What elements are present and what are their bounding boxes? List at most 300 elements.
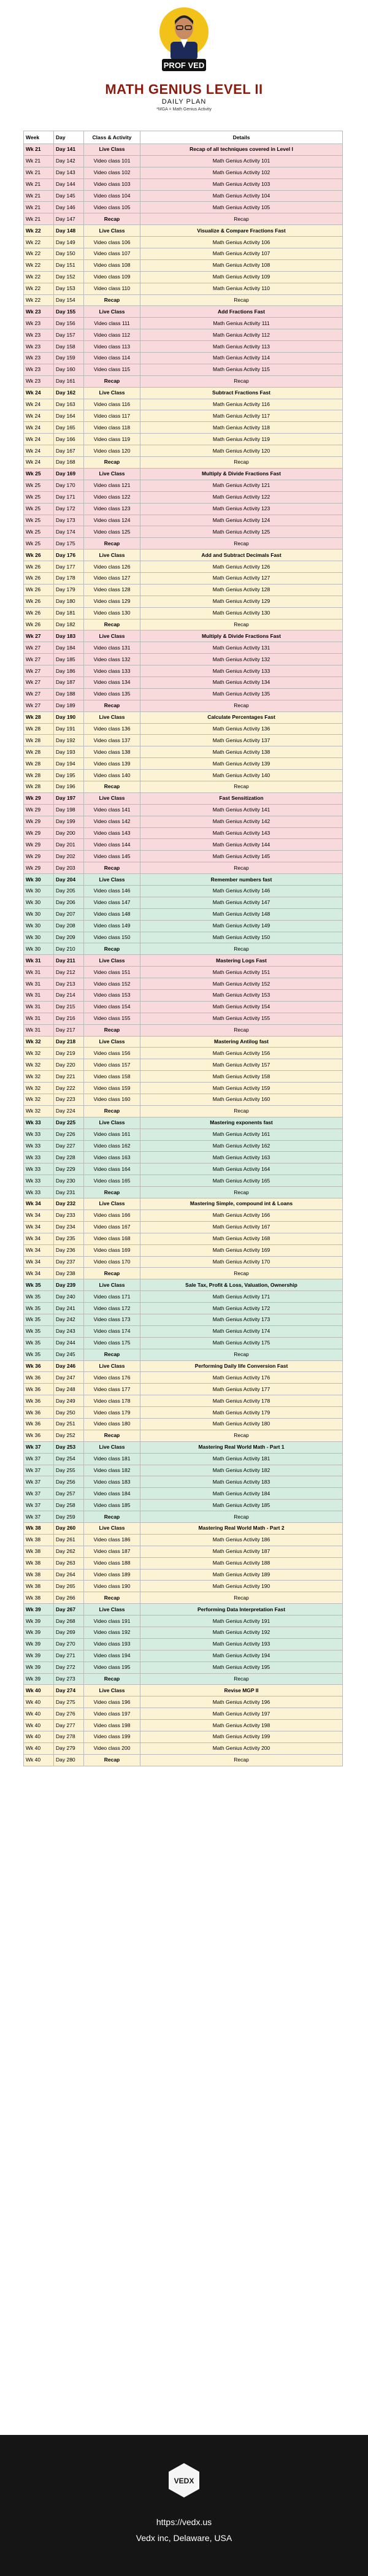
day-cell: Day 163 — [54, 399, 84, 410]
day-cell: Day 239 — [54, 1279, 84, 1291]
week-cell: Wk 24 — [24, 434, 54, 445]
day-cell: Day 141 — [54, 144, 84, 156]
day-cell: Day 248 — [54, 1384, 84, 1395]
details-cell: Math Genius Activity 146 — [140, 886, 343, 897]
week-cell: Wk 40 — [24, 1754, 54, 1766]
day-cell: Day 249 — [54, 1395, 84, 1407]
activity-cell: Video class 160 — [84, 1094, 140, 1106]
week-cell: Wk 40 — [24, 1708, 54, 1720]
table-row — [24, 816, 343, 827]
week-cell: Wk 35 — [24, 1325, 54, 1337]
week-cell: Wk 36 — [24, 1430, 54, 1441]
activity-cell: Video class 186 — [84, 1534, 140, 1546]
day-cell: Day 149 — [54, 237, 84, 248]
activity-cell: Video class 151 — [84, 967, 140, 978]
table-row — [24, 283, 343, 294]
activity-cell: Video class 190 — [84, 1581, 140, 1592]
day-cell: Day 227 — [54, 1140, 84, 1152]
activity-cell: Live Class — [84, 1279, 140, 1291]
table-row — [24, 584, 343, 596]
day-cell: Day 148 — [54, 225, 84, 237]
activity-cell: Video class 113 — [84, 341, 140, 353]
table-row — [24, 561, 343, 573]
table-row — [24, 271, 343, 283]
week-cell: Wk 32 — [24, 1094, 54, 1106]
day-cell: Day 184 — [54, 642, 84, 654]
table-row — [24, 1013, 343, 1024]
table-row — [24, 341, 343, 353]
week-cell: Wk 27 — [24, 654, 54, 665]
details-cell: Math Genius Activity 199 — [140, 1731, 343, 1743]
week-cell: Wk 38 — [24, 1522, 54, 1534]
details-cell: Add and Subtract Decimals Fast — [140, 550, 343, 561]
week-cell: Wk 22 — [24, 271, 54, 283]
details-cell: Math Genius Activity 131 — [140, 642, 343, 654]
activity-cell: Video class 189 — [84, 1569, 140, 1581]
day-cell: Day 230 — [54, 1175, 84, 1187]
activity-cell: Video class 150 — [84, 932, 140, 943]
activity-cell: Recap — [84, 700, 140, 711]
week-cell: Wk 28 — [24, 723, 54, 735]
week-cell: Wk 29 — [24, 839, 54, 851]
table-row — [24, 1256, 343, 1268]
table-row — [24, 550, 343, 561]
activity-cell: Video class 176 — [84, 1372, 140, 1384]
activity-cell: Video class 165 — [84, 1175, 140, 1187]
day-cell: Day 201 — [54, 839, 84, 851]
activity-cell: Recap — [84, 213, 140, 225]
table-row — [24, 631, 343, 642]
week-cell: Wk 23 — [24, 375, 54, 387]
activity-cell: Video class 107 — [84, 248, 140, 260]
day-cell: Day 218 — [54, 1036, 84, 1048]
table-row — [24, 1349, 343, 1360]
week-cell: Wk 33 — [24, 1187, 54, 1198]
day-cell: Day 259 — [54, 1511, 84, 1523]
details-cell: Math Genius Activity 161 — [140, 1129, 343, 1140]
table-row — [24, 990, 343, 1002]
day-cell: Day 252 — [54, 1430, 84, 1441]
activity-cell: Recap — [84, 375, 140, 387]
details-cell: Math Genius Activity 170 — [140, 1256, 343, 1268]
week-cell: Wk 21 — [24, 190, 54, 202]
details-cell: Math Genius Activity 176 — [140, 1372, 343, 1384]
activity-cell: Video class 111 — [84, 318, 140, 329]
day-cell: Day 241 — [54, 1303, 84, 1314]
activity-cell: Live Class — [84, 1360, 140, 1372]
week-cell: Wk 23 — [24, 306, 54, 318]
table-row — [24, 538, 343, 550]
activity-cell: Video class 168 — [84, 1233, 140, 1244]
details-cell: Math Genius Activity 154 — [140, 1001, 343, 1013]
details-cell: Add Fractions Fast — [140, 306, 343, 318]
activity-cell: Video class 123 — [84, 503, 140, 515]
details-cell: Visualize & Compare Fractions Fast — [140, 225, 343, 237]
table-row — [24, 1476, 343, 1488]
day-cell: Day 186 — [54, 665, 84, 677]
activity-cell: Video class 173 — [84, 1314, 140, 1325]
details-cell: Math Genius Activity 116 — [140, 399, 343, 410]
details-cell: Recap — [140, 375, 343, 387]
week-cell: Wk 35 — [24, 1314, 54, 1325]
week-cell: Wk 29 — [24, 816, 54, 827]
week-cell: Wk 37 — [24, 1500, 54, 1511]
week-cell: Wk 28 — [24, 770, 54, 781]
day-cell: Day 152 — [54, 271, 84, 283]
details-cell: Math Genius Activity 109 — [140, 271, 343, 283]
details-cell: Math Genius Activity 194 — [140, 1650, 343, 1662]
details-cell: Math Genius Activity 187 — [140, 1546, 343, 1557]
week-cell: Wk 38 — [24, 1534, 54, 1546]
details-cell: Recap — [140, 538, 343, 550]
table-row — [24, 1129, 343, 1140]
table-row — [24, 225, 343, 237]
details-cell: Math Genius Activity 182 — [140, 1465, 343, 1476]
activity-cell: Video class 130 — [84, 607, 140, 619]
details-cell: Mastering Antilog fast — [140, 1036, 343, 1048]
day-cell: Day 191 — [54, 723, 84, 735]
week-cell: Wk 37 — [24, 1511, 54, 1523]
activity-cell: Video class 120 — [84, 445, 140, 457]
activity-cell: Recap — [84, 1268, 140, 1279]
day-cell: Day 262 — [54, 1546, 84, 1557]
table-row — [24, 1534, 343, 1546]
week-cell: Wk 24 — [24, 422, 54, 434]
week-cell: Wk 39 — [24, 1673, 54, 1685]
activity-cell: Video class 154 — [84, 1001, 140, 1013]
day-cell: Day 278 — [54, 1731, 84, 1743]
week-cell: Wk 25 — [24, 480, 54, 491]
week-cell: Wk 38 — [24, 1592, 54, 1604]
week-cell: Wk 23 — [24, 341, 54, 353]
day-cell: Day 232 — [54, 1198, 84, 1210]
activity-cell: Video class 145 — [84, 851, 140, 862]
week-cell: Wk 31 — [24, 1001, 54, 1013]
week-cell: Wk 30 — [24, 897, 54, 908]
footer-url[interactable]: https://vedx.us — [156, 2517, 212, 2527]
activity-cell: Video class 109 — [84, 271, 140, 283]
activity-cell: Video class 139 — [84, 758, 140, 770]
day-cell: Day 240 — [54, 1291, 84, 1303]
week-cell: Wk 21 — [24, 213, 54, 225]
week-cell: Wk 28 — [24, 711, 54, 723]
table-row — [24, 596, 343, 607]
week-cell: Wk 28 — [24, 746, 54, 758]
vedx-logo — [166, 2462, 202, 2499]
week-cell: Wk 21 — [24, 144, 54, 156]
activity-cell: Video class 187 — [84, 1546, 140, 1557]
details-cell: Math Genius Activity 122 — [140, 491, 343, 503]
day-cell: Day 244 — [54, 1337, 84, 1349]
day-cell: Day 213 — [54, 978, 84, 990]
table-row — [24, 1198, 343, 1210]
table-row — [24, 827, 343, 839]
week-cell: Wk 40 — [24, 1696, 54, 1708]
activity-cell: Video class 162 — [84, 1140, 140, 1152]
details-cell: Math Genius Activity 140 — [140, 770, 343, 781]
day-cell: Day 271 — [54, 1650, 84, 1662]
day-cell: Day 145 — [54, 190, 84, 202]
details-cell: Remember numbers fast — [140, 874, 343, 886]
details-cell: Math Genius Activity 160 — [140, 1094, 343, 1106]
table-row — [24, 259, 343, 271]
table-row — [24, 1522, 343, 1534]
week-cell: Wk 31 — [24, 1024, 54, 1036]
details-cell: Math Genius Activity 155 — [140, 1013, 343, 1024]
activity-cell: Video class 199 — [84, 1731, 140, 1743]
activity-cell: Video class 115 — [84, 364, 140, 375]
activity-cell: Video class 167 — [84, 1221, 140, 1233]
table-row — [24, 1325, 343, 1337]
activity-cell: Video class 166 — [84, 1209, 140, 1221]
week-cell: Wk 40 — [24, 1731, 54, 1743]
week-cell: Wk 26 — [24, 550, 54, 561]
table-row — [24, 1059, 343, 1071]
week-cell: Wk 22 — [24, 248, 54, 260]
day-cell: Day 194 — [54, 758, 84, 770]
table-row — [24, 1175, 343, 1187]
activity-cell: Video class 179 — [84, 1407, 140, 1419]
activity-cell: Video class 170 — [84, 1256, 140, 1268]
day-cell: Day 205 — [54, 886, 84, 897]
week-cell: Wk 37 — [24, 1488, 54, 1500]
table-row — [24, 1152, 343, 1163]
day-cell: Day 196 — [54, 781, 84, 792]
details-cell: Fast Sensitization — [140, 792, 343, 804]
week-cell: Wk 28 — [24, 758, 54, 770]
activity-cell: Video class 172 — [84, 1303, 140, 1314]
table-row — [24, 1696, 343, 1708]
day-cell: Day 181 — [54, 607, 84, 619]
week-cell: Wk 25 — [24, 515, 54, 526]
details-cell: Recap — [140, 1105, 343, 1117]
week-cell: Wk 34 — [24, 1256, 54, 1268]
details-cell: Math Genius Activity 169 — [140, 1244, 343, 1256]
column-header-details: Details — [140, 131, 343, 144]
activity-cell: Recap — [84, 538, 140, 550]
week-cell: Wk 37 — [24, 1476, 54, 1488]
activity-cell: Recap — [84, 781, 140, 792]
activity-cell: Live Class — [84, 792, 140, 804]
table-row — [24, 1650, 343, 1662]
week-cell: Wk 38 — [24, 1546, 54, 1557]
details-cell: Math Genius Activity 156 — [140, 1048, 343, 1059]
table-row — [24, 1372, 343, 1384]
details-cell: Mastering Logs Fast — [140, 955, 343, 967]
day-cell: Day 237 — [54, 1256, 84, 1268]
table-row — [24, 1268, 343, 1279]
table-row — [24, 237, 343, 248]
table-row — [24, 1187, 343, 1198]
table-row — [24, 1083, 343, 1094]
activity-cell: Video class 177 — [84, 1384, 140, 1395]
week-cell: Wk 29 — [24, 862, 54, 874]
table-row — [24, 955, 343, 967]
table-row — [24, 967, 343, 978]
table-row — [24, 1244, 343, 1256]
day-cell: Day 256 — [54, 1476, 84, 1488]
activity-cell: Live Class — [84, 1198, 140, 1210]
week-cell: Wk 21 — [24, 202, 54, 213]
day-cell: Day 160 — [54, 364, 84, 375]
day-cell: Day 254 — [54, 1453, 84, 1465]
table-row — [24, 700, 343, 711]
week-cell: Wk 26 — [24, 561, 54, 573]
table-row — [24, 654, 343, 665]
day-cell: Day 204 — [54, 874, 84, 886]
details-cell: Math Genius Activity 153 — [140, 990, 343, 1002]
activity-cell: Video class 152 — [84, 978, 140, 990]
week-cell: Wk 27 — [24, 677, 54, 688]
activity-cell: Video class 193 — [84, 1638, 140, 1650]
week-cell: Wk 27 — [24, 665, 54, 677]
week-cell: Wk 39 — [24, 1616, 54, 1627]
week-cell: Wk 24 — [24, 387, 54, 399]
table-row — [24, 908, 343, 920]
day-cell: Day 185 — [54, 654, 84, 665]
activity-cell: Live Class — [84, 550, 140, 561]
day-cell: Day 203 — [54, 862, 84, 874]
activity-cell: Live Class — [84, 144, 140, 156]
table-row — [24, 1616, 343, 1627]
table-row — [24, 410, 343, 422]
day-cell: Day 206 — [54, 897, 84, 908]
week-cell: Wk 39 — [24, 1638, 54, 1650]
day-cell: Day 189 — [54, 700, 84, 711]
week-cell: Wk 29 — [24, 792, 54, 804]
week-cell: Wk 30 — [24, 943, 54, 955]
week-cell: Wk 32 — [24, 1059, 54, 1071]
daily-plan-table — [23, 131, 343, 1766]
details-cell: Math Genius Activity 200 — [140, 1742, 343, 1754]
details-cell: Math Genius Activity 106 — [140, 237, 343, 248]
day-cell: Day 153 — [54, 283, 84, 294]
week-cell: Wk 25 — [24, 538, 54, 550]
day-cell: Day 165 — [54, 422, 84, 434]
week-cell: Wk 23 — [24, 329, 54, 341]
day-cell: Day 183 — [54, 631, 84, 642]
table-row — [24, 1500, 343, 1511]
day-cell: Day 182 — [54, 619, 84, 631]
details-cell: Recap — [140, 1024, 343, 1036]
details-cell: Subtract Fractions Fast — [140, 387, 343, 399]
details-cell: Math Genius Activity 186 — [140, 1534, 343, 1546]
activity-cell: Video class 129 — [84, 596, 140, 607]
activity-cell: Video class 103 — [84, 178, 140, 190]
day-cell: Day 267 — [54, 1604, 84, 1616]
activity-cell: Recap — [84, 1349, 140, 1360]
day-cell: Day 266 — [54, 1592, 84, 1604]
day-cell: Day 207 — [54, 908, 84, 920]
day-cell: Day 246 — [54, 1360, 84, 1372]
day-cell: Day 200 — [54, 827, 84, 839]
week-cell: Wk 36 — [24, 1384, 54, 1395]
details-cell: Math Genius Activity 147 — [140, 897, 343, 908]
day-cell: Day 151 — [54, 259, 84, 271]
activity-cell: Video class 178 — [84, 1395, 140, 1407]
week-cell: Wk 24 — [24, 399, 54, 410]
day-cell: Day 260 — [54, 1522, 84, 1534]
day-cell: Day 180 — [54, 596, 84, 607]
week-cell: Wk 26 — [24, 584, 54, 596]
table-row — [24, 1511, 343, 1523]
day-cell: Day 235 — [54, 1233, 84, 1244]
activity-cell: Video class 198 — [84, 1720, 140, 1731]
activity-cell: Video class 136 — [84, 723, 140, 735]
week-cell: Wk 32 — [24, 1036, 54, 1048]
day-cell: Day 220 — [54, 1059, 84, 1071]
day-cell: Day 178 — [54, 572, 84, 584]
week-cell: Wk 37 — [24, 1453, 54, 1465]
day-cell: Day 209 — [54, 932, 84, 943]
week-cell: Wk 29 — [24, 804, 54, 816]
week-cell: Wk 40 — [24, 1742, 54, 1754]
table-row — [24, 167, 343, 178]
week-cell: Wk 39 — [24, 1662, 54, 1673]
activity-cell: Live Class — [84, 1522, 140, 1534]
activity-cell: Recap — [84, 1187, 140, 1198]
details-cell: Mastering Real World Math - Part 1 — [140, 1441, 343, 1453]
table-row — [24, 978, 343, 990]
activity-cell: Video class 143 — [84, 827, 140, 839]
day-cell: Day 277 — [54, 1720, 84, 1731]
table-row — [24, 329, 343, 341]
day-cell: Day 219 — [54, 1048, 84, 1059]
table-row — [24, 468, 343, 480]
table-row — [24, 839, 343, 851]
details-cell: Math Genius Activity 143 — [140, 827, 343, 839]
activity-cell: Video class 156 — [84, 1048, 140, 1059]
table-row — [24, 735, 343, 746]
table-row — [24, 1279, 343, 1291]
details-cell: Math Genius Activity 193 — [140, 1638, 343, 1650]
column-header-day: Day — [54, 131, 84, 144]
activity-cell: Video class 200 — [84, 1742, 140, 1754]
day-cell: Day 193 — [54, 746, 84, 758]
table-row — [24, 144, 343, 156]
day-cell: Day 274 — [54, 1685, 84, 1696]
week-cell: Wk 27 — [24, 642, 54, 654]
activity-cell: Video class 181 — [84, 1453, 140, 1465]
table-body — [24, 144, 343, 1766]
details-cell: Recap — [140, 1592, 343, 1604]
activity-cell: Video class 149 — [84, 920, 140, 932]
table-header-row — [24, 131, 343, 144]
table-row — [24, 746, 343, 758]
week-cell: Wk 30 — [24, 874, 54, 886]
details-cell: Math Genius Activity 177 — [140, 1384, 343, 1395]
day-cell: Day 155 — [54, 306, 84, 318]
details-cell: Recap — [140, 294, 343, 306]
activity-cell: Recap — [84, 1430, 140, 1441]
table-row — [24, 886, 343, 897]
details-cell: Math Genius Activity 142 — [140, 816, 343, 827]
day-cell: Day 242 — [54, 1314, 84, 1325]
week-cell: Wk 25 — [24, 468, 54, 480]
details-cell: Mastering Real World Math - Part 2 — [140, 1522, 343, 1534]
day-cell: Day 221 — [54, 1071, 84, 1083]
week-cell: Wk 21 — [24, 155, 54, 167]
details-cell: Math Genius Activity 114 — [140, 353, 343, 364]
details-cell: Math Genius Activity 173 — [140, 1314, 343, 1325]
details-cell: Math Genius Activity 178 — [140, 1395, 343, 1407]
week-cell: Wk 22 — [24, 294, 54, 306]
details-cell: Sale Tax, Profit & Loss, Valuation, Ownership — [140, 1279, 343, 1291]
activity-cell: Video class 135 — [84, 688, 140, 700]
day-cell: Day 273 — [54, 1673, 84, 1685]
abbreviation-note: *MGA = Math Genius Activity — [156, 107, 212, 112]
day-cell: Day 215 — [54, 1001, 84, 1013]
